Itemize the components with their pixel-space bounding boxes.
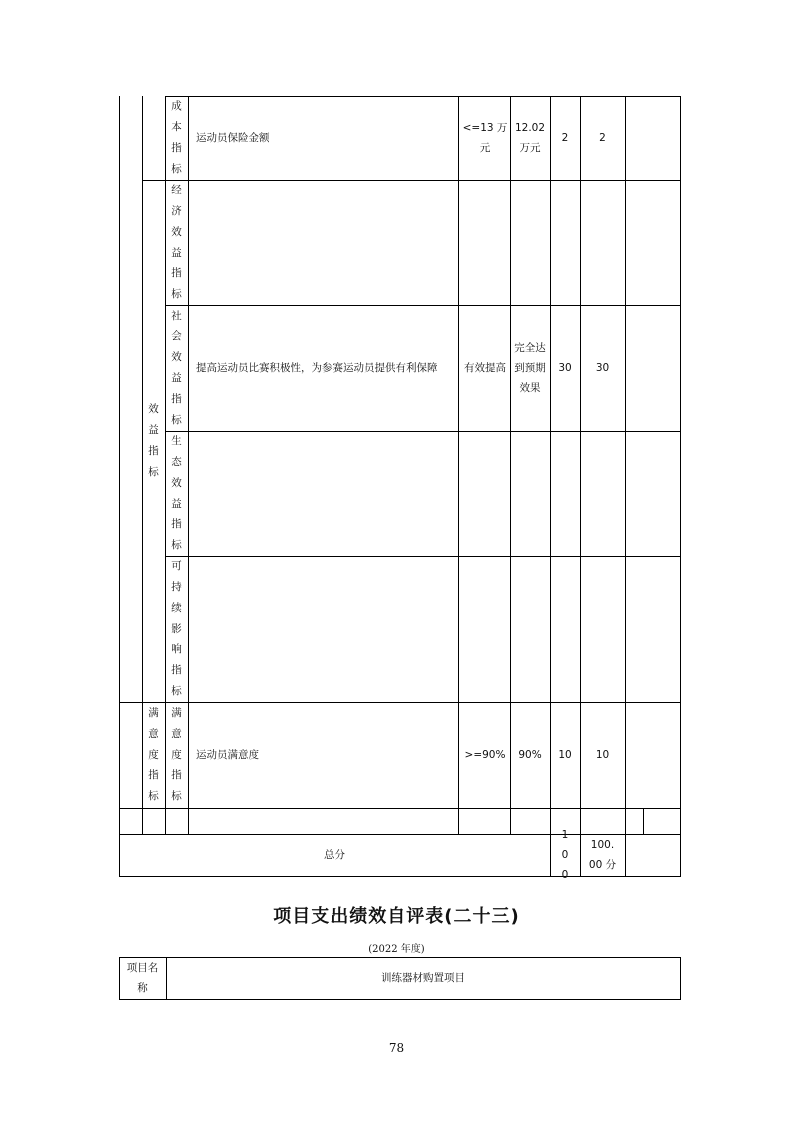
total-weight bbox=[555, 829, 575, 881]
cost-indicator: 运动员保险金额 bbox=[196, 132, 270, 144]
satisfaction-target: >=90% bbox=[464, 749, 506, 761]
benefit-group-text: 效益指标 bbox=[148, 403, 159, 478]
cost-category bbox=[165, 96, 188, 180]
satisfaction-group-text: 满意度指标 bbox=[148, 707, 159, 803]
total-weight-text: 100 bbox=[561, 829, 569, 881]
satisfaction-category-text: 满意度指标 bbox=[171, 707, 182, 803]
social-target: 有效提高 bbox=[464, 362, 506, 374]
sustainable-category-text: 可持续影响指标 bbox=[171, 560, 182, 697]
satisfaction-score: 10 bbox=[595, 749, 610, 761]
benefit-group-label bbox=[142, 180, 165, 702]
cost-target: <=13 万元 bbox=[462, 122, 508, 154]
total-label: 总分 bbox=[324, 849, 345, 861]
ecological-category-text: 生态效益指标 bbox=[171, 435, 182, 552]
project-name-label-text: 项目名称 bbox=[126, 962, 159, 994]
cost-actual: 12.02 万元 bbox=[514, 122, 546, 154]
social-actual: 完全达到预期效果 bbox=[514, 342, 546, 394]
satisfaction-weight: 10 bbox=[558, 749, 572, 761]
cost-weight: 2 bbox=[561, 132, 569, 144]
social-score: 30 bbox=[595, 362, 610, 374]
satisfaction-indicator: 运动员满意度 bbox=[196, 749, 259, 761]
social-indicator: 提高运动员比赛积极性，为参赛运动员提供有利保障 bbox=[196, 362, 438, 374]
project-name-value: 训练器材购置项目 bbox=[381, 972, 465, 984]
economic-category bbox=[165, 180, 188, 305]
project-name-label bbox=[119, 957, 166, 999]
satisfaction-actual: 90% bbox=[518, 749, 542, 761]
total-score-text: 100.00 分 bbox=[588, 839, 617, 871]
cost-score: 2 bbox=[599, 132, 606, 144]
social-category bbox=[165, 305, 188, 431]
table2-year: (2022 年度) bbox=[368, 944, 425, 955]
social-category-text: 社会效益指标 bbox=[171, 309, 182, 426]
satisfaction-group-label bbox=[142, 702, 165, 808]
satisfaction-category bbox=[165, 702, 188, 808]
table2-title: 项目支出绩效自评表(二十三) bbox=[273, 906, 520, 927]
ecological-category bbox=[165, 431, 188, 556]
sustainable-category bbox=[165, 556, 188, 702]
total-score bbox=[586, 834, 619, 876]
economic-category-text: 经济效益指标 bbox=[171, 184, 182, 301]
social-weight: 30 bbox=[558, 362, 572, 374]
page-number: 78 bbox=[388, 1041, 405, 1055]
cost-category-text: 成本指标 bbox=[171, 100, 182, 175]
